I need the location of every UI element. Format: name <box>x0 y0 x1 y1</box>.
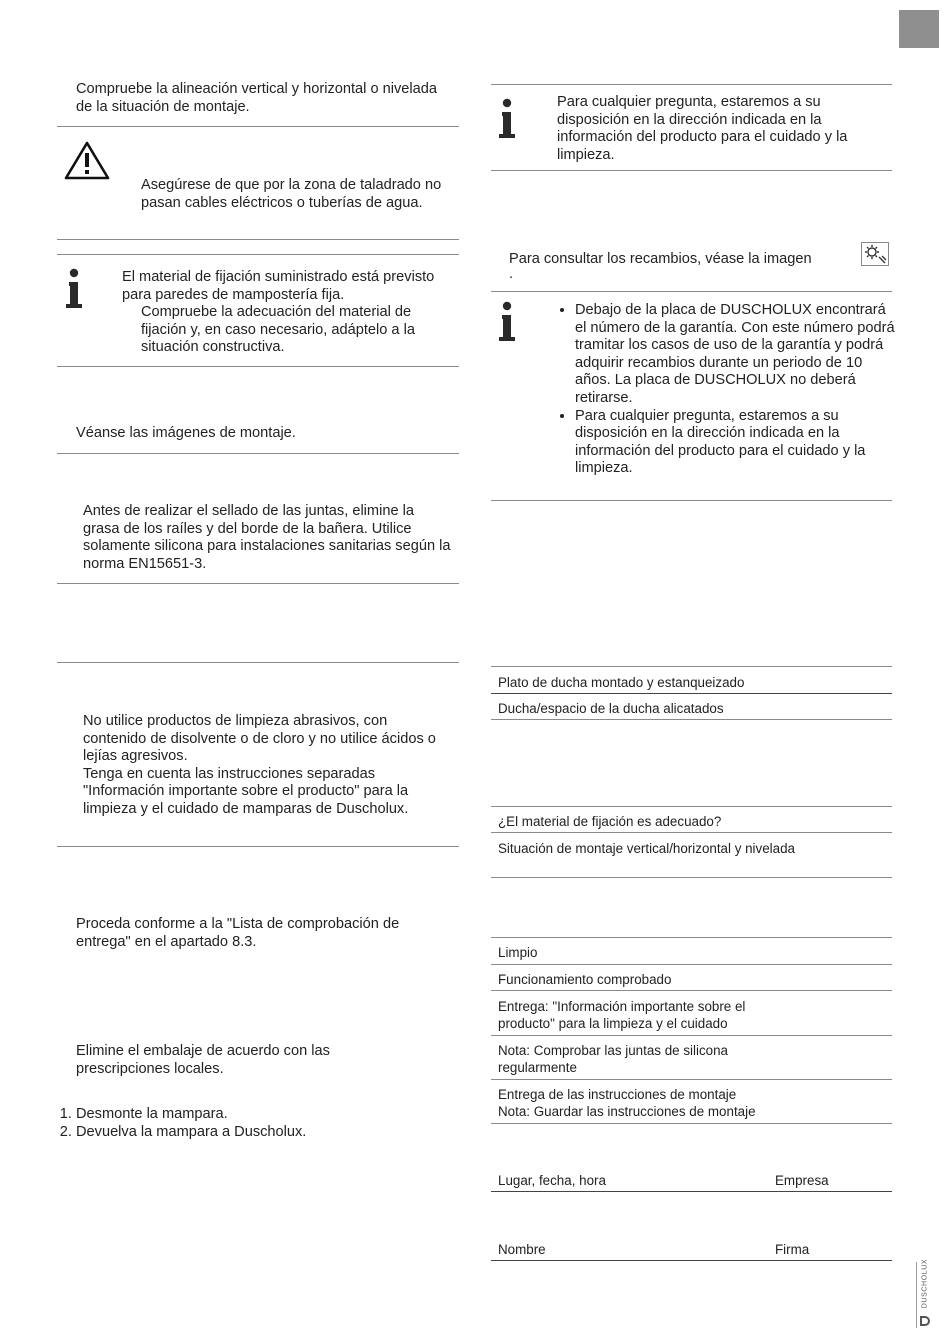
divider <box>57 126 459 127</box>
info-icon <box>497 301 517 341</box>
disposal-step: 1. Desmonte la mampara. <box>76 1106 436 1124</box>
spare-parts-text <box>509 251 864 282</box>
checklist-rule <box>491 1035 892 1036</box>
checklist-item: Limpio <box>498 945 538 960</box>
checklist-item: Entrega: "Información importante sobre el producto" para la limpieza y el cuidado <box>498 999 746 1031</box>
divider <box>491 84 892 85</box>
brand-wordmark: DUSCHOLUX <box>921 1258 929 1309</box>
divider <box>57 662 459 663</box>
warranty-bullet: • Debajo de la placa de DUSCHOLUX encontrará el número de la garantía. Con este número podrá tramitar los casos de uso de la garantía y podrá adquirir recambios durante un periodo de 10 años. La placa de DUSCHOLUX no deberá retirarse. <box>575 302 895 408</box>
signature-line <box>491 1260 892 1261</box>
checklist-item: Entrega de las instrucciones de montaje Nota: Guardar las instrucciones de montaje <box>498 1087 756 1119</box>
sealing-text: Antes de realizar el sellado de las juntas, elimine la grasa de los raíles y del borde de la bañera. Utilice solamente silicona para instalaciones sanitarias según la norma EN15651-3. <box>83 503 451 572</box>
divider <box>57 453 459 454</box>
alignment-text: Compruebe la alineación vertical y horizontal o nivelada de la situación de montaje. <box>76 81 437 115</box>
divider <box>491 170 892 171</box>
checklist-rule <box>491 937 892 938</box>
drilling-warning-text: Asegúrese de que por la zona de taladrado no pasan cables eléctricos o tuberías de agua. <box>141 177 442 211</box>
checklist-rule <box>491 832 892 833</box>
divider <box>57 239 459 240</box>
checklist-rule <box>491 719 892 720</box>
cleaning-text-abrasives: No utilice productos de limpieza abrasivos, con contenido de disolvente o de cloro y no utilice ácidos o lejías agresivos. <box>83 713 436 765</box>
checklist-rule <box>491 1079 892 1080</box>
checklist-rule <box>491 964 892 965</box>
divider <box>57 583 459 584</box>
checklist-item: Situación de montaje vertical/horizontal y nivelada <box>498 841 795 856</box>
disposal-step: 2. Devuelva la mampara a Duscholux. <box>76 1124 436 1142</box>
checklist-item: Ducha/espacio de la ducha alicatados <box>498 701 724 716</box>
fixing-material-info: El material de fijación suministrado está previsto para paredes de mampostería fija. <box>122 269 435 303</box>
checklist-rule <box>491 806 892 807</box>
cleaning-warning-text <box>83 713 448 819</box>
disposal-steps-list <box>54 1106 436 1141</box>
checklist-item: Funcionamiento comprobado <box>498 972 672 987</box>
spare-parts-label: Para consultar los recambios, véase la imagen <box>509 251 812 267</box>
checklist-rule <box>491 1123 892 1124</box>
divider <box>57 846 459 847</box>
checklist-item: ¿El material de fijación es adecuado? <box>498 814 722 829</box>
name-label: Nombre <box>498 1242 546 1257</box>
checklist-rule <box>491 990 892 991</box>
fixing-material-check: Compruebe la adecuación del material de fijación y, en caso necesario, adáptelo a la situación constructiva. <box>141 304 415 356</box>
signature-label: Firma <box>775 1242 810 1257</box>
checklist-item: Plato de ducha montado y estanqueizado <box>498 675 745 690</box>
spare-parts-trailing: . <box>509 265 514 282</box>
packaging-text: Elimine el embalaje de acuerdo con las prescripciones locales. <box>76 1043 330 1077</box>
divider <box>491 500 892 501</box>
checklist-item: Nota: Comprobar las juntas de silicona regularmente <box>498 1043 728 1075</box>
checklist-rule <box>491 666 892 667</box>
handover-text: Proceda conforme a la "Lista de comprobación de entrega" en el apartado 8.3. <box>76 916 400 950</box>
info-icon <box>497 98 517 138</box>
divider <box>491 291 892 292</box>
divider <box>57 366 459 367</box>
divider <box>57 254 459 255</box>
montage-images-text: Véanse las imágenes de montaje. <box>76 425 296 441</box>
warranty-bullet-list <box>557 302 895 478</box>
page-corner-tab <box>899 10 939 48</box>
cleaning-text-instructions: Tenga en cuenta las instrucciones separadas "Información importante sobre el producto" para la limpieza y el cuidado de mamparas de Duscholux. <box>83 765 409 817</box>
duscholux-logo-icon <box>916 1258 936 1330</box>
info-icon <box>64 268 84 308</box>
company-label: Empresa <box>775 1173 829 1188</box>
place-date-label: Lugar, fecha, hora <box>498 1173 606 1188</box>
warranty-bullet: • Para cualquier pregunta, estaremos a su disposición en la dirección indicada en la información del producto para el cuidado y la limpieza. <box>575 408 895 478</box>
checklist-rule <box>491 693 892 694</box>
checklist-rule <box>491 877 892 878</box>
warning-triangle-icon <box>64 140 110 180</box>
gear-icon <box>861 242 889 266</box>
signature-line <box>491 1191 892 1192</box>
contact-info-text: Para cualquier pregunta, estaremos a su disposición en la dirección indicada en la información del producto para el cuidado y la limpieza. <box>557 94 848 163</box>
